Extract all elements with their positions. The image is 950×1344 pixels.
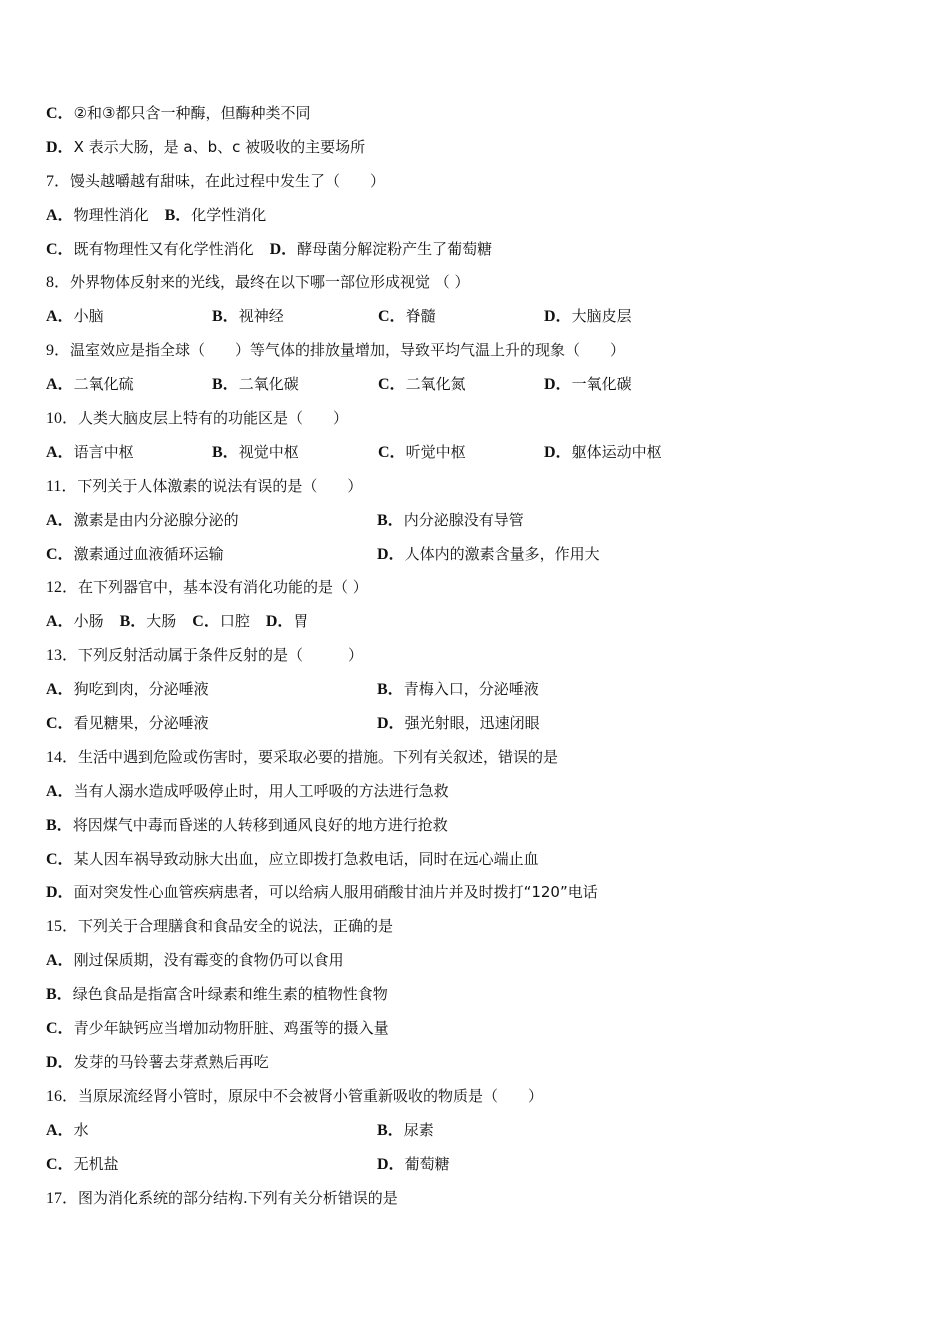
option-text: 二氧化硫 [73, 375, 134, 394]
option-text: 听觉中枢 [405, 442, 466, 461]
question-text: 当原尿流经肾小管时，原尿中不会被肾小管重新吸收的物质是（ ） [78, 1086, 544, 1105]
option-row [46, 232, 906, 266]
answer-option [46, 604, 104, 638]
option-text: 将因煤气中毒而昏迷的人转移到通风良好的地方进行抢救 [72, 815, 448, 834]
question-stem [46, 1181, 906, 1215]
answer-option [165, 198, 267, 232]
option-text: 视觉中枢 [238, 442, 299, 461]
question-number: 17． [46, 1189, 79, 1207]
option-letter: B． [377, 1121, 404, 1139]
answer-option [377, 503, 708, 537]
option-text: 二氧化碳 [238, 375, 299, 394]
option-letter: D． [377, 545, 405, 563]
option-text: 内分泌腺没有导管 [403, 510, 524, 529]
option-letter: C． [46, 715, 74, 733]
answer-option [46, 232, 254, 266]
option-letter: C． [46, 105, 74, 122]
option-text: 物理性消化 [73, 205, 149, 224]
option-text: 青少年缺钙应当增加动物肝脏、鸡蛋等的摄入量 [73, 1019, 389, 1038]
answer-option [378, 367, 544, 401]
answer-option [544, 435, 710, 469]
option-letter: B． [46, 986, 73, 1004]
option-text: 葡萄糖 [404, 1154, 450, 1173]
option-letter: C． [378, 443, 406, 461]
answer-option [377, 1113, 708, 1147]
question-text: 外界物体反射来的光线，最终在以下哪一部位形成视觉 （ ） [70, 273, 470, 292]
option-letter: C． [46, 545, 74, 563]
answer-option [377, 672, 708, 706]
answer-option [46, 367, 212, 401]
option-text: 口腔 [219, 612, 250, 631]
option-text: 发芽的马铃薯去芽煮熟后再吃 [73, 1052, 269, 1071]
option-letter: A． [46, 308, 74, 326]
option-letter: A． [46, 782, 74, 800]
option-letter: D． [544, 443, 572, 461]
option-letter: A． [46, 681, 74, 699]
option-row [46, 367, 906, 401]
question-number: 16． [46, 1087, 79, 1105]
question-number: 15． [46, 918, 79, 936]
option-letter: B． [212, 443, 239, 461]
answer-option [377, 706, 708, 740]
question-text: 在下列器官中，基本没有消化功能的是（ ） [78, 578, 368, 597]
answer-option [46, 808, 906, 842]
option-text: 激素是由内分泌腺分泌的 [73, 510, 239, 529]
option-text: 绿色食品是指富含叶绿素和维生素的植物性食物 [72, 985, 388, 1004]
question-stem [46, 740, 906, 774]
answer-option [266, 604, 309, 638]
option-letter: C． [378, 376, 406, 394]
option-text: 无机盐 [73, 1154, 119, 1173]
answer-option [46, 198, 149, 232]
answer-option [46, 875, 906, 909]
answer-option [212, 435, 378, 469]
option-text: 小脑 [73, 307, 104, 326]
question-number: 13． [46, 647, 79, 665]
answer-option [377, 537, 708, 571]
option-text: 刚过保质期，没有霉变的食物仍可以食用 [73, 951, 344, 970]
option-text: 看见糖果，分泌唾液 [73, 714, 209, 733]
option-text: 激素通过血液循环运输 [73, 544, 224, 563]
option-letter: C． [46, 850, 74, 868]
option-text: X 表示大肠，是 a、b、c 被吸收的主要场所 [73, 137, 366, 156]
option-row [46, 604, 906, 638]
option-letter: A． [46, 511, 74, 529]
option-row [46, 672, 906, 706]
option-letter: B． [212, 376, 239, 394]
answer-option [192, 604, 250, 638]
option-text: 青梅入口，分泌唾液 [403, 680, 539, 699]
question-stem [46, 265, 906, 299]
option-letter: D． [544, 376, 572, 394]
answer-option [544, 299, 710, 333]
question-stem [46, 1079, 906, 1113]
question-stem [46, 909, 906, 943]
option-text: 胃 [293, 612, 309, 631]
question-text: 生活中遇到危险或伤害时，要采取必要的措施。下列有关叙述，错误的是 [78, 747, 559, 766]
option-letter: A． [46, 613, 74, 631]
question-number: 10． [46, 410, 79, 428]
option-row [46, 198, 906, 232]
option-text: 酵母菌分解淀粉产生了葡萄糖 [297, 239, 493, 258]
option-text: 某人因车祸导致动脉大出血，应立即拨打急救电话，同时在远心端止血 [73, 849, 539, 868]
option-letter: C． [46, 1020, 74, 1038]
option-letter: A． [46, 1121, 74, 1139]
question-stem [46, 333, 906, 367]
answer-option [46, 943, 906, 977]
option-text: 小肠 [73, 612, 104, 631]
option-letter: B． [164, 206, 192, 224]
question-stem [46, 164, 906, 198]
option-text: 当有人溺水造成呼吸停止时，用人工呼吸的方法进行急救 [73, 781, 449, 800]
question-stem [46, 469, 906, 503]
option-letter: B． [377, 681, 404, 699]
option-text: 既有物理性又有化学性消化 [73, 239, 254, 258]
option-text: 脊髓 [405, 307, 436, 326]
answer-option [46, 435, 212, 469]
answer-option [46, 96, 906, 130]
question-number: 7． [46, 172, 71, 190]
option-letter: A． [46, 952, 74, 970]
option-row [46, 435, 906, 469]
question-number: 14． [46, 748, 79, 766]
question-text: 下列关于人体激素的说法有误的是（ ） [77, 476, 363, 495]
option-letter: C． [46, 1155, 74, 1173]
answer-option [212, 367, 378, 401]
answer-option [212, 299, 378, 333]
option-letter: D． [544, 308, 572, 326]
option-letter: D． [46, 1053, 74, 1071]
answer-option [378, 435, 544, 469]
option-letter: A． [46, 443, 74, 461]
option-letter: B． [212, 308, 239, 326]
option-letter: A． [46, 206, 74, 224]
option-text: 尿素 [403, 1120, 434, 1139]
option-letter: B． [46, 816, 73, 834]
question-number: 8． [46, 274, 71, 292]
question-text: 温室效应是指全球（ ）等气体的排放量增加，导致平均气温上升的现象（ ） [70, 341, 626, 360]
option-row [46, 706, 906, 740]
answer-option [46, 774, 906, 808]
option-letter: D． [46, 884, 74, 902]
option-row [46, 537, 906, 571]
question-text: 馒头越嚼越有甜味，在此过程中发生了（ ） [70, 171, 386, 190]
option-text: 二氧化氮 [405, 375, 466, 394]
option-text: 化学性消化 [191, 205, 267, 224]
option-text: 一氧化碳 [571, 375, 632, 394]
option-letter: D． [265, 613, 294, 631]
option-text: 狗吃到肉，分泌唾液 [73, 680, 209, 699]
option-letter: C． [46, 240, 74, 258]
option-row [46, 503, 906, 537]
answer-option [46, 299, 212, 333]
exam-content [46, 96, 906, 1214]
question-number: 12． [46, 579, 79, 597]
option-letter: B． [377, 511, 404, 529]
answer-option [46, 1045, 906, 1079]
option-letter: A． [46, 376, 74, 394]
answer-option [270, 232, 493, 266]
question-stem [46, 638, 906, 672]
answer-option [46, 1147, 377, 1181]
option-text: ②和③都只含一种酶，但酶种类不同 [73, 104, 311, 122]
answer-option [46, 706, 377, 740]
option-letter: D． [377, 1155, 405, 1173]
answer-option [46, 1011, 906, 1045]
answer-option [378, 299, 544, 333]
option-text: 大脑皮层 [571, 307, 632, 326]
option-text: 躯体运动中枢 [571, 442, 662, 461]
answer-option [46, 1113, 377, 1147]
option-letter: B． [119, 613, 147, 631]
answer-option [377, 1147, 708, 1181]
option-text: 面对突发性心血管疾病患者，可以给病人服用硝酸甘油片并及时拨打“120”电话 [73, 883, 598, 902]
answer-option [46, 672, 377, 706]
question-number: 9． [46, 342, 71, 360]
option-letter: D． [46, 138, 74, 156]
option-letter: C． [378, 308, 406, 326]
answer-option [46, 977, 906, 1011]
answer-option [46, 130, 906, 164]
option-row [46, 1113, 906, 1147]
option-text: 大肠 [146, 612, 177, 631]
question-number: 11． [46, 477, 78, 495]
question-text: 图为消化系统的部分结构.下列有关分析错误的是 [78, 1188, 398, 1207]
question-text: 下列反射活动属于条件反射的是（ ） [78, 646, 364, 665]
option-text: 视神经 [238, 307, 284, 326]
option-letter: D． [377, 715, 405, 733]
option-text: 强光射眼，迅速闭眼 [404, 714, 540, 733]
answer-option [46, 503, 377, 537]
question-stem [46, 570, 906, 604]
question-stem [46, 401, 906, 435]
option-text: 人体内的激素含量多，作用大 [404, 544, 600, 563]
option-letter: C． [192, 613, 220, 631]
answer-option [46, 842, 906, 876]
option-row [46, 1147, 906, 1181]
option-text: 水 [73, 1120, 89, 1139]
option-row [46, 299, 906, 333]
option-letter: D． [269, 240, 298, 258]
answer-option [120, 604, 177, 638]
option-text: 语言中枢 [73, 442, 134, 461]
answer-option [544, 367, 710, 401]
question-text: 人类大脑皮层上特有的功能区是（ ） [78, 409, 349, 428]
answer-option [46, 537, 377, 571]
question-text: 下列关于合理膳食和食品安全的说法，正确的是 [78, 917, 394, 936]
